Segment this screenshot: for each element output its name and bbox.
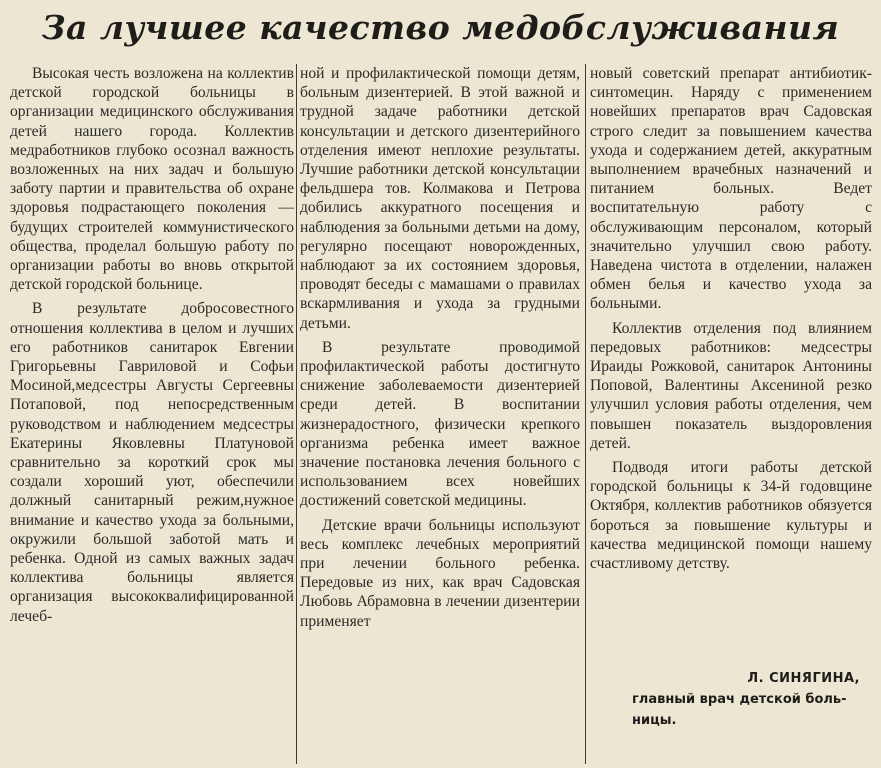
column-divider-1	[296, 64, 297, 764]
column-divider-2	[585, 64, 586, 764]
paragraph: Детские врачи больницы используют весь комплекс лечебных мероприятий при лечении больного ребенка. Передовые из них, как врач Садовская Любовь Абрамовна в лечении дизентерии применяет	[300, 516, 580, 630]
article-column-3	[590, 64, 872, 573]
paragraph: Высокая честь возложена на коллектив детской городской больницы в организации медицинского обслуживания детей нашего города. Коллектив медработников глубоко осознал важность возложенных на них задач и большую заботу партии и правительства об охране здоровья подрастающего поколения — будущих строителей коммунистического общества, проделал большую работу по организации работы во вновь открытой детской городской больнице.	[10, 65, 294, 294]
article-column-1	[10, 64, 294, 626]
author-signature	[632, 668, 870, 731]
author-title: главный врач детской боль-	[632, 692, 847, 707]
paragraph: Коллектив отделения под влиянием передовых работников: медсестры Ираиды Рожковой, санитарок Антонины Поповой, Валентины Аксениной резко улучшил условия работы отделения, чем повышен показатель выздоровления детей.	[590, 319, 872, 452]
paragraph: новый советский препарат антибиотик-синтомецин. Наряду с применением новейших препаратов врач Садовская строго следит за повышением качества ухода и содержанием детей, аккуратным выполнением врачебных назначений и питанием больных. Ведет воспитательную работу с обслуживающим персоналом, который значительно улучшил свою работу. Наведена чистота в отделении, налажен обмен белья и качество ухода за больными.	[590, 65, 872, 313]
article-column-2	[300, 64, 580, 631]
paragraph: ной и профилактической помощи детям, больным дизентерией. В этой важной и трудной задаче работники детской консультации и детского дизентерийного отделения имеют неплохие результаты. Лучшие работники детской консультации фельдшера тов. Колмакова и Петрова добились аккуратного посещения и наблюдения за больными детьми на дому, регулярно посещают новорожденных, наблюдают за их состоянием здоровья, проводят беседы с мамашами о правилах вскармливания и ухода за грудными детьми.	[300, 65, 580, 332]
author-title-continued: ницы.	[632, 713, 677, 728]
paragraph: В результате проводимой профилактической работы достигнуто снижение заболеваемости дизентерией среди детей. В воспитании жизнерадостного, физически крепкого организма ребенка имеет важное значение постановка лечения больного с использованием всех новейших достижений советской медицины.	[300, 338, 580, 510]
paragraph: В результате добросовестного отношения коллектива в целом и лучших его работников санитарок Евгении Григорьевны Гавриловой и Софьи Мосиной,медсестры Августы Сергеевны Потаповой, под непосредственным руководством и наблюдением медсестры Екатерины Яковлевны Платуновой сравнительно за короткий срок мы создали хороший уют, обеспечили должный санитарный режим,нужное внимание и качество ухода за больными, окружили большой заботой мать и ребенка. Одной из самых важных задач коллектива больницы является организация высококвалифицированной лечеб-	[10, 300, 294, 625]
article-headline: За лучшее качество медобслуживания	[41, 8, 840, 47]
paragraph: Подводя итоги работы детской городской больницы к 34-й годовщине Октября, коллектив работников обязуется бороться за повышение культуры и качества медицинской помощи нашему счастливому детству.	[590, 459, 872, 573]
author-name: Л. СИНЯГИНА,	[747, 671, 860, 686]
